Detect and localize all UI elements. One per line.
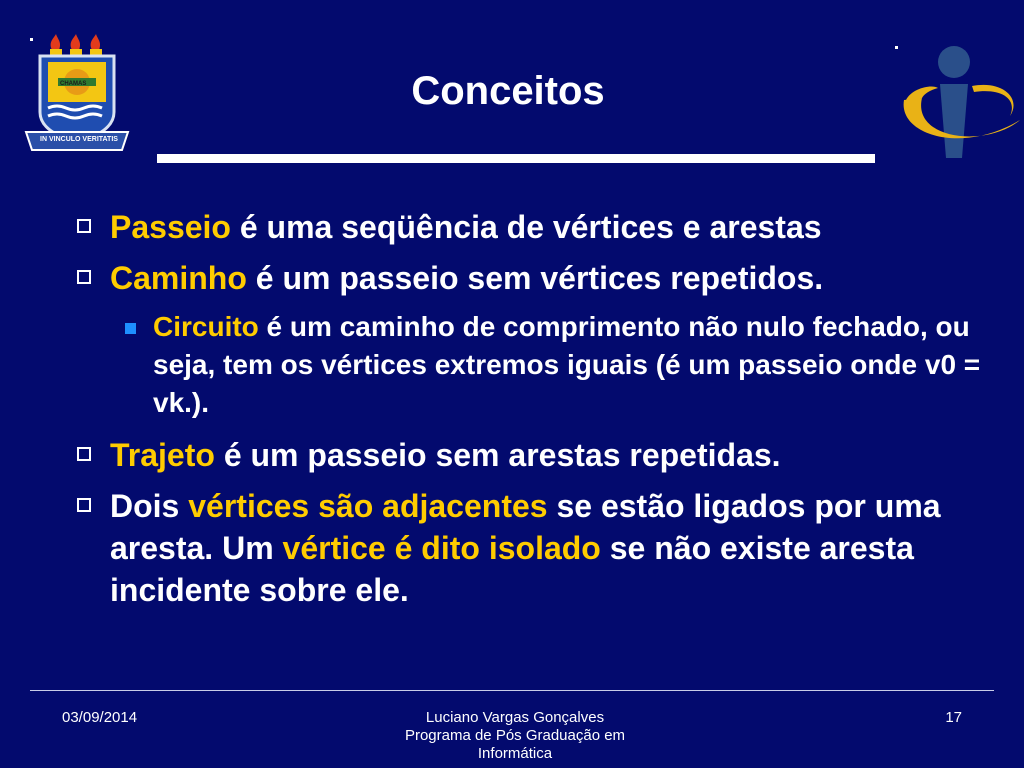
crest-banner-text: CHAMAS xyxy=(60,81,87,87)
bullet-text: é uma seqüência de vértices e arestas xyxy=(230,209,822,245)
footer-date: 03/09/2014 xyxy=(62,709,138,726)
crest-motto-text: IN VINCULO VERITATIS xyxy=(40,136,118,143)
hollow-square-bullet-icon xyxy=(77,219,91,233)
term-vertices-adjacentes: vértices são adjacentes xyxy=(188,488,548,524)
term-trajeto: Trajeto xyxy=(110,437,215,473)
bullet-adjacentes xyxy=(110,485,990,611)
hollow-square-bullet-icon xyxy=(77,498,91,512)
slide-title: Conceitos xyxy=(411,69,605,113)
footer-author-block xyxy=(370,709,660,763)
footer-program: Programa de Pós Graduação em Informática xyxy=(404,727,626,762)
term-caminho: Caminho xyxy=(110,260,247,296)
bullet-text: é um caminho de comprimento não nulo fechado, ou seja, tem os vértices extremos iguais (é um passeio onde v0 = vk.). xyxy=(153,311,981,418)
bullet-text: é um passeio sem vértices repetidos. xyxy=(246,260,824,296)
sub-bullet-circuito xyxy=(153,308,1013,422)
term-vertice-isolado: vértice é dito isolado xyxy=(282,530,601,566)
term-circuito: Circuito xyxy=(153,311,259,342)
bullet-trajeto xyxy=(110,434,1010,476)
bullet-passeio xyxy=(110,206,1010,248)
bullet-text: é um passeio sem arestas repetidas. xyxy=(214,437,781,473)
filled-square-bullet-icon xyxy=(125,323,136,334)
bullet-text: se não existe aresta incidente sobre ele. xyxy=(110,530,914,608)
bullet-text: se estão ligados por uma aresta. Um xyxy=(110,488,941,566)
term-passeio: Passeio xyxy=(110,209,231,245)
bullet-caminho xyxy=(110,257,1010,299)
hollow-square-bullet-icon xyxy=(77,270,91,284)
footer-divider xyxy=(30,690,994,691)
hollow-square-bullet-icon xyxy=(77,447,91,461)
footer-page-number: 17 xyxy=(945,709,962,726)
footer-author: Luciano Vargas Gonçalves xyxy=(425,709,605,726)
bullet-text: Dois xyxy=(110,488,189,524)
